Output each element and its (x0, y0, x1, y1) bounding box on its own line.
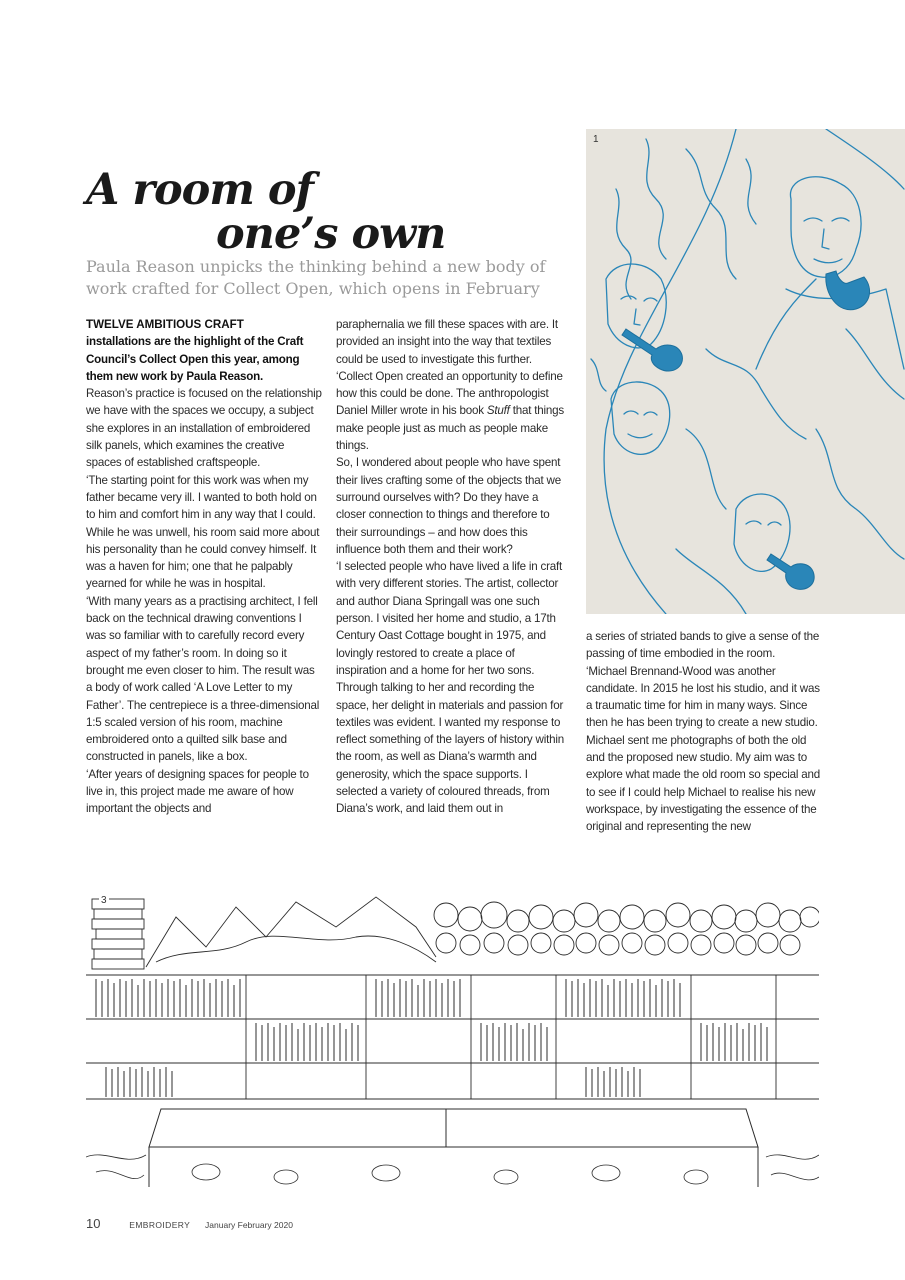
page-number: 10 (86, 1216, 101, 1231)
paragraph: a series of striated bands to give a sense of the passing of time embodied in the room. (586, 630, 820, 661)
text-column-2 (336, 316, 568, 818)
paragraph: ‘After years of designing spaces for people to live in, this project made me aware of how important the objects and (86, 767, 309, 816)
paragraph: ‘With many years as a practising architect, I fell back on the technical drawing conventions I was so familiar with to carefully record every aspect of my father’s room. In doing so it brought me even closer to him. The result was a body of work called ‘A Love Letter to my Father’. The centrepiece is a three-dimensional 1:5 scaled version of his room, machine embroidered onto a quilted silk base and constructed in panels, like a box. (86, 594, 320, 764)
embroidery-illustration (586, 129, 905, 614)
title-line-2: one’s own (216, 209, 446, 259)
figure-1-number: 1 (593, 134, 599, 145)
book-title: Stuff (486, 404, 510, 418)
paragraph: Reason’s practice is focused on the relationship we have with the spaces we occupy, a subject she explores in an installation of embroidered silk panels, which examines the creative spaces of established craftspeople. (86, 387, 322, 470)
studio-line-drawing (86, 887, 819, 1194)
figure-3-number: 3 (101, 895, 107, 906)
figure-1-embroidery (586, 129, 905, 614)
title-line-1: A room of (86, 165, 313, 215)
lead-paragraph (86, 316, 322, 385)
text-column-3 (586, 628, 826, 836)
paragraph: ‘Michael Brennand-Wood was another candidate. In 2015 he lost his studio, and it was a traumatic time for him in many ways. Since then he has been trying to create a new studio. Michael sent me photographs of both the old and the proposed new studio. My aim was to explore what made the old room so special and to see if I could help Michael to realise his new workspace, by investigating the essence of the original and representing the new (586, 664, 820, 834)
lead-rest: installations are the highlight of the Craft Council’s Collect Open this year, among them new work by Paula Reason. (86, 335, 304, 383)
paragraph: paraphernalia we fill these spaces with are. It provided an insight into the way that textiles could be used to investigate this further. (336, 318, 558, 366)
standfirst: Paula Reason unpicks the thinking behind a new body of work crafted for Collect Open, which opens in February (86, 257, 546, 298)
article-title (86, 165, 506, 259)
paragraph-part: ‘Collect Open created an opportunity to define how this could be done. The anthropologist Daniel Miller wrote in his book (336, 369, 563, 418)
text-column-1 (86, 316, 322, 818)
paragraph (336, 368, 568, 454)
paragraph: ‘The starting point for this work was when my father became very ill. I wanted to both hold on to him and comfort him in any way that I could. While he was unwell, his room said more about his personality than he could convey himself. It was a haven for him; one that he palpably yearned for while he was in hospital. (86, 473, 320, 591)
paragraph-part: that things make people just as much as people make things. (336, 404, 565, 453)
figure-3-studio-drawing (86, 887, 819, 1194)
magazine-name: EMBROIDERY (129, 1220, 191, 1230)
lead-caps: TWELVE AMBITIOUS CRAFT (86, 318, 244, 331)
paragraph: ‘I selected people who have lived a life in craft with very different stories. The artist, collector and author Diana Springall was one such person. I visited her home and studio, a 17th Century Oast Cottage bought in 1975, and lovingly restored to create a place of inspiration and a home for her two sons. Through talking to her and recording the space, her delight in materials and passion for textiles was evident. I wanted my response to reflect something of the layers of history within the room, as well as Diana’s warmth and generosity, which the space supports. I selected a variety of coloured threads, from Diana’s work, and laid them out in (336, 560, 564, 816)
paragraph: So, I wondered about people who have spent their lives crafting some of the objects that we surround ourselves with? Do they have a closer connection to things and therefore to their surroundings – and how does this influence both them and their work? (336, 456, 561, 556)
page-footer (86, 1216, 293, 1231)
issue-date: January February 2020 (205, 1220, 293, 1230)
